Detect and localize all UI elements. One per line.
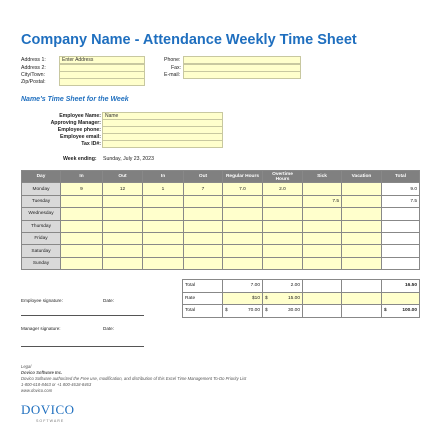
table-row bbox=[22, 232, 420, 244]
table-header-row bbox=[22, 171, 420, 183]
day-cell: Tuesday bbox=[22, 195, 61, 207]
table-row bbox=[22, 208, 420, 220]
in-cell[interactable] bbox=[61, 208, 103, 220]
sick-cell[interactable] bbox=[303, 257, 342, 269]
vacation-cell[interactable] bbox=[342, 208, 382, 220]
total-cell bbox=[382, 232, 420, 244]
out-cell[interactable] bbox=[103, 220, 143, 232]
pay-total-value: 100.00 bbox=[402, 308, 417, 314]
regular-hours-cell[interactable] bbox=[223, 245, 263, 257]
out-cell[interactable] bbox=[103, 245, 143, 257]
out-cell[interactable]: 12 bbox=[103, 183, 143, 195]
employee-signature-label: Employee signature: bbox=[21, 298, 63, 303]
total-cell: 9.0 bbox=[382, 183, 420, 195]
sick-cell[interactable] bbox=[303, 183, 342, 195]
in-cell[interactable] bbox=[143, 195, 184, 207]
in-cell[interactable] bbox=[61, 257, 103, 269]
col-header-overtime-hours: Overtime Hours bbox=[263, 171, 303, 183]
total-hours-value: 16.50 bbox=[382, 280, 420, 293]
summary-total-row bbox=[183, 280, 420, 293]
rate-regular-field[interactable]: $10 bbox=[223, 292, 263, 305]
out-cell[interactable] bbox=[184, 208, 223, 220]
zip-label: Zip/Postal: bbox=[21, 79, 46, 85]
out-cell[interactable] bbox=[184, 195, 223, 207]
rate-overtime-field[interactable] bbox=[263, 292, 303, 305]
total-cell bbox=[382, 220, 420, 232]
sick-cell[interactable] bbox=[303, 220, 342, 232]
out-cell[interactable] bbox=[184, 232, 223, 244]
week-ending-value: Sunday, July 23, 2023 bbox=[103, 156, 154, 162]
footer-company: Dovico Software Inc. bbox=[21, 370, 63, 375]
out-cell[interactable] bbox=[103, 232, 143, 244]
col-header-in: In bbox=[61, 171, 103, 183]
overtime-hours-cell[interactable] bbox=[263, 208, 303, 220]
regular-hours-cell[interactable] bbox=[223, 208, 263, 220]
pay-overtime-value: 30.00 bbox=[287, 308, 300, 314]
fax-label: Fax: bbox=[171, 65, 182, 71]
summary-pay-label: Total bbox=[183, 305, 223, 318]
regular-hours-cell[interactable] bbox=[223, 195, 263, 207]
pay-regular-currency: $ bbox=[225, 308, 228, 314]
in-cell[interactable] bbox=[61, 195, 103, 207]
col-header-out: Out bbox=[103, 171, 143, 183]
rate-currency: $ bbox=[265, 295, 268, 301]
summary-total-label: Total bbox=[183, 280, 223, 293]
col-header-total: Total bbox=[382, 171, 420, 183]
address2-label: Address 2: bbox=[21, 65, 46, 71]
manager-date-label: Date: bbox=[103, 326, 114, 331]
vacation-cell[interactable] bbox=[342, 183, 382, 195]
employee-email-label: Employee email: bbox=[60, 134, 101, 140]
vacation-cell[interactable] bbox=[342, 232, 382, 244]
sick-cell[interactable] bbox=[303, 232, 342, 244]
in-cell[interactable] bbox=[143, 245, 184, 257]
total-cell bbox=[382, 245, 420, 257]
zip-field[interactable] bbox=[59, 78, 145, 86]
pay-regular-value: 70.00 bbox=[247, 308, 260, 314]
out-cell[interactable] bbox=[184, 245, 223, 257]
vacation-cell[interactable] bbox=[342, 195, 382, 207]
col-header-sick: Sick bbox=[303, 171, 342, 183]
summary-rate-row bbox=[183, 292, 420, 305]
day-cell: Thursday bbox=[22, 220, 61, 232]
address1-field[interactable]: Enter Address bbox=[59, 56, 145, 64]
tax-id-field[interactable] bbox=[102, 140, 223, 148]
day-cell: Sunday bbox=[22, 257, 61, 269]
table-row bbox=[22, 220, 420, 232]
manager-signature-label: Manager signature: bbox=[21, 326, 61, 331]
total-overtime-value: 2.00 bbox=[263, 280, 303, 293]
in-cell[interactable] bbox=[61, 232, 103, 244]
week-ending-label: Week ending: bbox=[63, 156, 97, 162]
employee-date-label: Date: bbox=[103, 298, 114, 303]
address1-label: Address 1: bbox=[21, 57, 46, 63]
overtime-hours-cell[interactable] bbox=[263, 220, 303, 232]
in-cell[interactable] bbox=[143, 220, 184, 232]
overtime-hours-cell[interactable] bbox=[263, 245, 303, 257]
employee-name-field[interactable]: Name bbox=[102, 112, 223, 120]
regular-hours-cell[interactable] bbox=[223, 232, 263, 244]
sick-cell[interactable] bbox=[303, 245, 342, 257]
summary-table bbox=[182, 279, 420, 318]
overtime-hours-cell[interactable] bbox=[263, 257, 303, 269]
summary-pay-row bbox=[183, 305, 420, 318]
sick-cell[interactable]: 7.5 bbox=[303, 195, 342, 207]
rate-overtime-value: 15.00 bbox=[287, 295, 300, 301]
footer-legal: Legal bbox=[21, 364, 32, 369]
phone-field[interactable] bbox=[183, 56, 301, 64]
day-cell: Friday bbox=[22, 232, 61, 244]
employee-signature-line[interactable] bbox=[21, 315, 144, 316]
total-cell: 7.5 bbox=[382, 195, 420, 207]
tax-id-label: Tax ID#: bbox=[81, 141, 101, 147]
employee-phone-label: Employee phone: bbox=[57, 127, 101, 133]
sick-cell[interactable] bbox=[303, 208, 342, 220]
in-cell[interactable] bbox=[143, 257, 184, 269]
col-header-in: In bbox=[143, 171, 184, 183]
out-cell[interactable]: 7 bbox=[184, 183, 223, 195]
footer-notice: Dovico Software authorized the Free use, modification, and distribution of this Excel Time Management To-Do Priority List bbox=[21, 376, 247, 381]
pay-total-currency: $ bbox=[384, 308, 387, 314]
total-cell bbox=[382, 257, 420, 269]
table-row bbox=[22, 245, 420, 257]
table-row bbox=[22, 183, 420, 195]
day-cell: Saturday bbox=[22, 245, 61, 257]
in-cell[interactable]: 1 bbox=[143, 183, 184, 195]
vacation-cell[interactable] bbox=[342, 220, 382, 232]
out-cell[interactable] bbox=[103, 208, 143, 220]
email-label: E-mail: bbox=[164, 72, 181, 78]
col-header-day: Day bbox=[22, 171, 61, 183]
regular-hours-cell[interactable] bbox=[223, 220, 263, 232]
overtime-hours-cell[interactable] bbox=[263, 195, 303, 207]
manager-label: Approving Manager: bbox=[50, 120, 101, 126]
vacation-cell[interactable] bbox=[342, 257, 382, 269]
col-header-regular-hours: Regular Hours bbox=[223, 171, 263, 183]
regular-hours-cell[interactable] bbox=[223, 257, 263, 269]
sheet-title: Company Name - Attendance Weekly Time Sheet bbox=[21, 32, 357, 48]
summary-rate-label: Rate bbox=[183, 292, 223, 305]
city-label: City/Town: bbox=[21, 72, 45, 78]
day-cell: Monday bbox=[22, 183, 61, 195]
overtime-hours-cell[interactable]: 2.0 bbox=[263, 183, 303, 195]
in-cell[interactable] bbox=[143, 208, 184, 220]
in-cell[interactable] bbox=[143, 232, 184, 244]
dovico-logo-tagline: SOFTWARE bbox=[36, 419, 65, 423]
in-cell[interactable] bbox=[61, 220, 103, 232]
total-regular-value: 7.00 bbox=[223, 280, 263, 293]
in-cell[interactable] bbox=[61, 245, 103, 257]
vacation-cell[interactable] bbox=[342, 245, 382, 257]
in-cell[interactable]: 9 bbox=[61, 183, 103, 195]
pay-overtime-currency: $ bbox=[265, 308, 268, 314]
timesheet-subtitle: Name's Time Sheet for the Week bbox=[21, 96, 129, 103]
email-field[interactable] bbox=[183, 71, 301, 79]
phone-label: Phone: bbox=[164, 57, 181, 63]
day-cell: Wednesday bbox=[22, 208, 61, 220]
out-cell[interactable] bbox=[103, 257, 143, 269]
overtime-hours-cell[interactable] bbox=[263, 232, 303, 244]
col-header-vacation: Vacation bbox=[342, 171, 382, 183]
col-header-out: Out bbox=[184, 171, 223, 183]
total-cell bbox=[382, 208, 420, 220]
out-cell[interactable] bbox=[103, 195, 143, 207]
footer-phone: 1-800-618-8463 or +1 800-4618-8463 bbox=[21, 382, 92, 387]
table-row bbox=[22, 195, 420, 207]
timesheet-table bbox=[21, 170, 420, 270]
out-cell[interactable] bbox=[184, 220, 223, 232]
footer-web[interactable]: www.dovico.com bbox=[21, 388, 53, 393]
table-row bbox=[22, 257, 420, 269]
regular-hours-cell[interactable]: 7.0 bbox=[223, 183, 263, 195]
manager-signature-line[interactable] bbox=[21, 346, 144, 347]
employee-name-label: Employee Name: bbox=[59, 113, 101, 119]
dovico-logo: DOVICO bbox=[21, 402, 75, 417]
out-cell[interactable] bbox=[184, 257, 223, 269]
